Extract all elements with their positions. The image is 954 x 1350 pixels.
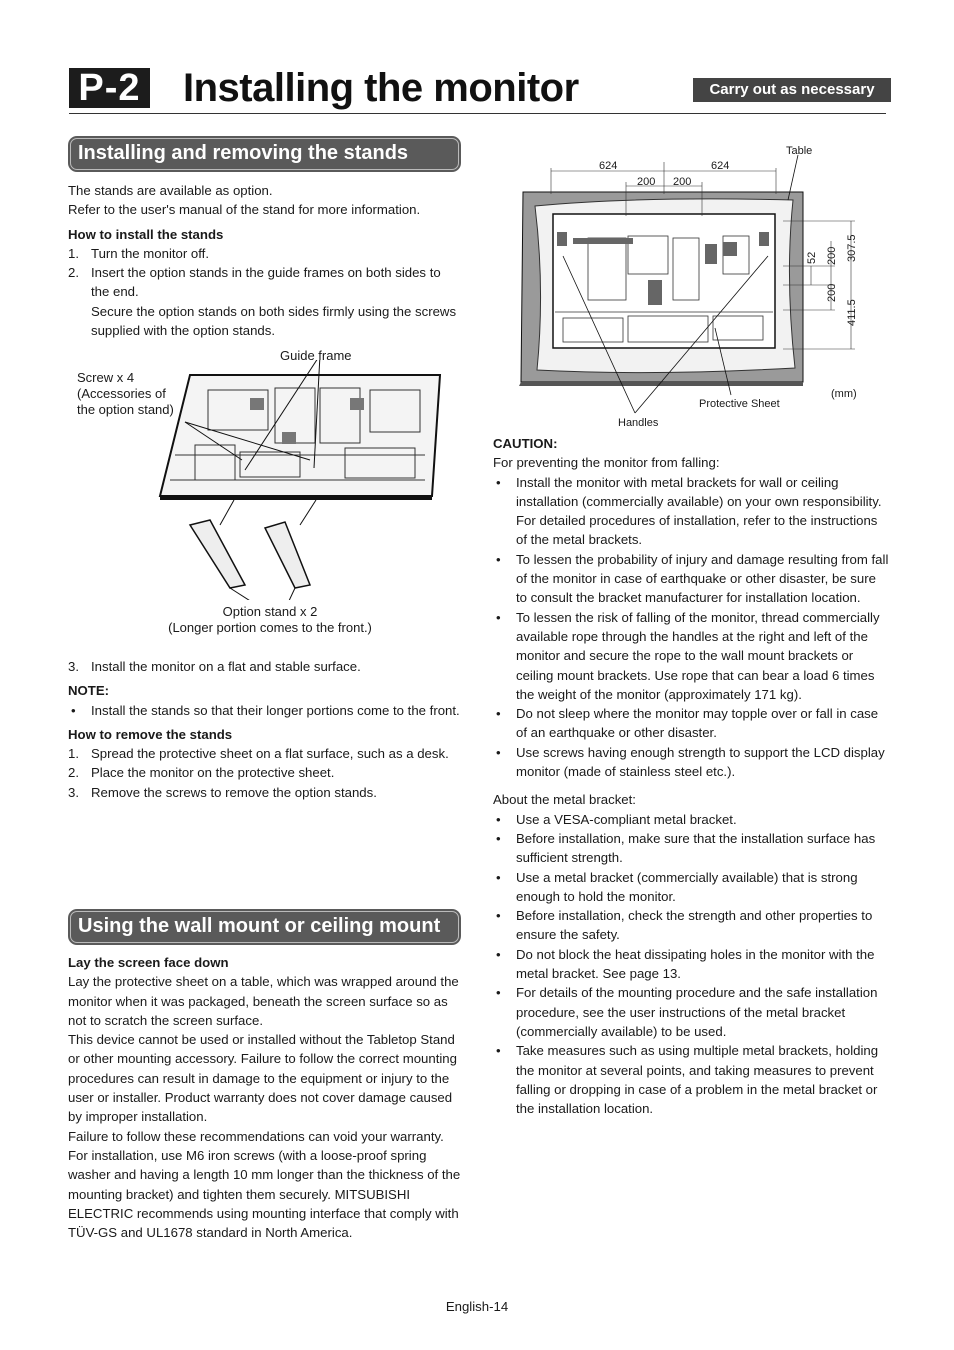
list-item: • To lessen the probability of injury and damage resulting from fall of the monitor in case of earthquake or other disaster, be sure to consult the bracket manufacturer for installation location. — [496, 551, 889, 606]
intro-line: The stands are available as option. — [68, 183, 273, 198]
carry-out-tag: Carry out as necessary — [693, 78, 891, 102]
header-rule — [69, 113, 886, 114]
screw-label: Screw x 4 (Accessories of the option stand) — [77, 370, 174, 417]
stand-install-illustration — [150, 360, 450, 600]
dim-200-v2: 200 — [826, 283, 838, 302]
caution-block — [493, 434, 890, 1118]
page-number: English-14 — [445, 1299, 509, 1314]
lay-heading: Lay the screen face down — [68, 955, 229, 970]
paragraph: Lay the protective sheet on a table, which was wrapped around the monitor when it was packaged, beneath the screen surface so as not to scratch the screen surface. — [68, 974, 459, 1028]
page-title: Installing the monitor — [183, 66, 579, 110]
dim-200-left: 200 — [637, 176, 656, 188]
wall-mount-text — [68, 953, 462, 1242]
protective-sheet-label: Protective Sheet — [699, 398, 780, 410]
paragraph: This device cannot be used or installed without the Tabletop Stand or other mounting accessory. Failure to follow the correct mounting procedures can result in damage to the equipment or injury to the user or installer. Product warranty does not cover damage caused by improper installation. — [68, 1032, 457, 1125]
list-item: 2. Insert the option stands in the guide frames on both sides to the end. Secure the option stands on both sides firmly using the screws supplied with the option stands. — [68, 265, 457, 339]
dim-200-v1: 200 — [826, 246, 838, 265]
list-item: • Use a VESA-compliant metal bracket. — [496, 811, 737, 827]
list-item: • Take measures such as using multiple metal brackets, holding the monitor at several points, and taking measures to prevent falling or dropping in case of a problem in the metal bracket or the installation location. — [496, 1043, 879, 1117]
list-item: • Before installation, make sure that the installation surface has sufficient strength. — [496, 830, 876, 866]
install-heading: How to install the stands — [68, 226, 224, 242]
stands-heading: Installing and removing the stands — [68, 136, 461, 172]
list-item: • For details of the mounting procedure and the safe installation procedure, see the user instructions of the metal bracket (commercially available) to be used. — [496, 985, 878, 1039]
section-badge: P-2 — [69, 68, 150, 108]
list-item: • Do not sleep where the monitor may topple over or fall in case of an earthquake or other disaster. — [496, 706, 879, 741]
list-item: 3. Install the monitor on a flat and stable surface. — [68, 659, 361, 674]
list-item: 1. Spread the protective sheet on a flat surface, such as a desk. — [68, 746, 449, 762]
paragraph: Failure to follow these recommendations can void your warranty. — [68, 1128, 444, 1144]
note-heading: NOTE: — [68, 683, 110, 699]
paragraph: For installation, use M6 iron screws (with a loose-proof spring washer and having a length 10 mm longer than the thickness of the mounting bracket) and tighten them securely. MITSUBISHI ELECTRIC recommends using mounting interface that comply with TÜV-GS and UL1678 standard in North America. — [68, 1147, 461, 1241]
caution-heading: CAUTION: — [493, 436, 558, 451]
intro-line: Refer to the user's manual of the stand for more information. — [68, 202, 421, 218]
remove-heading: How to remove the stands — [68, 726, 233, 742]
dim-624-right: 624 — [711, 160, 730, 172]
list-item: • Install the stands so that their longer portions come to the front. — [71, 702, 460, 718]
list-item: 1. Turn the monitor off. — [68, 245, 210, 261]
dim-52: 52 — [806, 251, 818, 264]
guide-frame-label: Guide frame — [280, 348, 352, 363]
list-item: • Use a metal bracket (commercially available) that is strong enough to hold the monitor. — [496, 869, 858, 904]
list-item: 2. Place the monitor on the protective sheet. — [68, 765, 335, 781]
list-item: • Do not block the heat dissipating holes in the monitor with the metal bracket. See page 13. — [496, 946, 875, 982]
list-item: • Use screws having enough strength to support the LCD display monitor (made of stainless steel etc.). — [496, 744, 885, 780]
dim-200-right: 200 — [673, 176, 692, 188]
table-label: Table — [786, 145, 813, 157]
list-item: 3. Remove the screws to remove the option stands. — [68, 784, 377, 800]
option-stand-label: Option stand x 2 (Longer portion comes to the front.) — [168, 604, 372, 635]
list-item: • Install the monitor with metal brackets for wall or ceiling installation (commercially available) on your own responsibility. For detailed procedures of installation, refer to the instructions of the metal brackets. — [496, 474, 882, 548]
dim-411-5: 411.5 — [846, 299, 858, 326]
handles-label: Handles — [618, 417, 659, 429]
caution-intro: For preventing the monitor from falling: — [493, 455, 720, 471]
bracket-intro: About the metal bracket: — [493, 792, 636, 808]
list-item: • To lessen the risk of falling of the monitor, thread commercially available rope through the handles at the right and left of the monitor and secure the rope to the wall mount brackets or ceiling mount brackets. Use rope that can bear a load 6 times the weight of the monitor (approximately 171 kg). — [496, 609, 880, 702]
dim-624-left: 624 — [599, 160, 618, 172]
wall-mount-diagram — [493, 138, 893, 433]
stands-remove-text — [68, 657, 460, 802]
list-item: • Before installation, check the strength and other properties to ensure the safety. — [496, 908, 873, 943]
stands-install-text — [68, 181, 460, 340]
dim-307-5: 307.5 — [846, 234, 858, 262]
unit-label: (mm) — [831, 388, 857, 400]
wall-mount-heading: Using the wall mount or ceiling mount — [68, 909, 461, 945]
